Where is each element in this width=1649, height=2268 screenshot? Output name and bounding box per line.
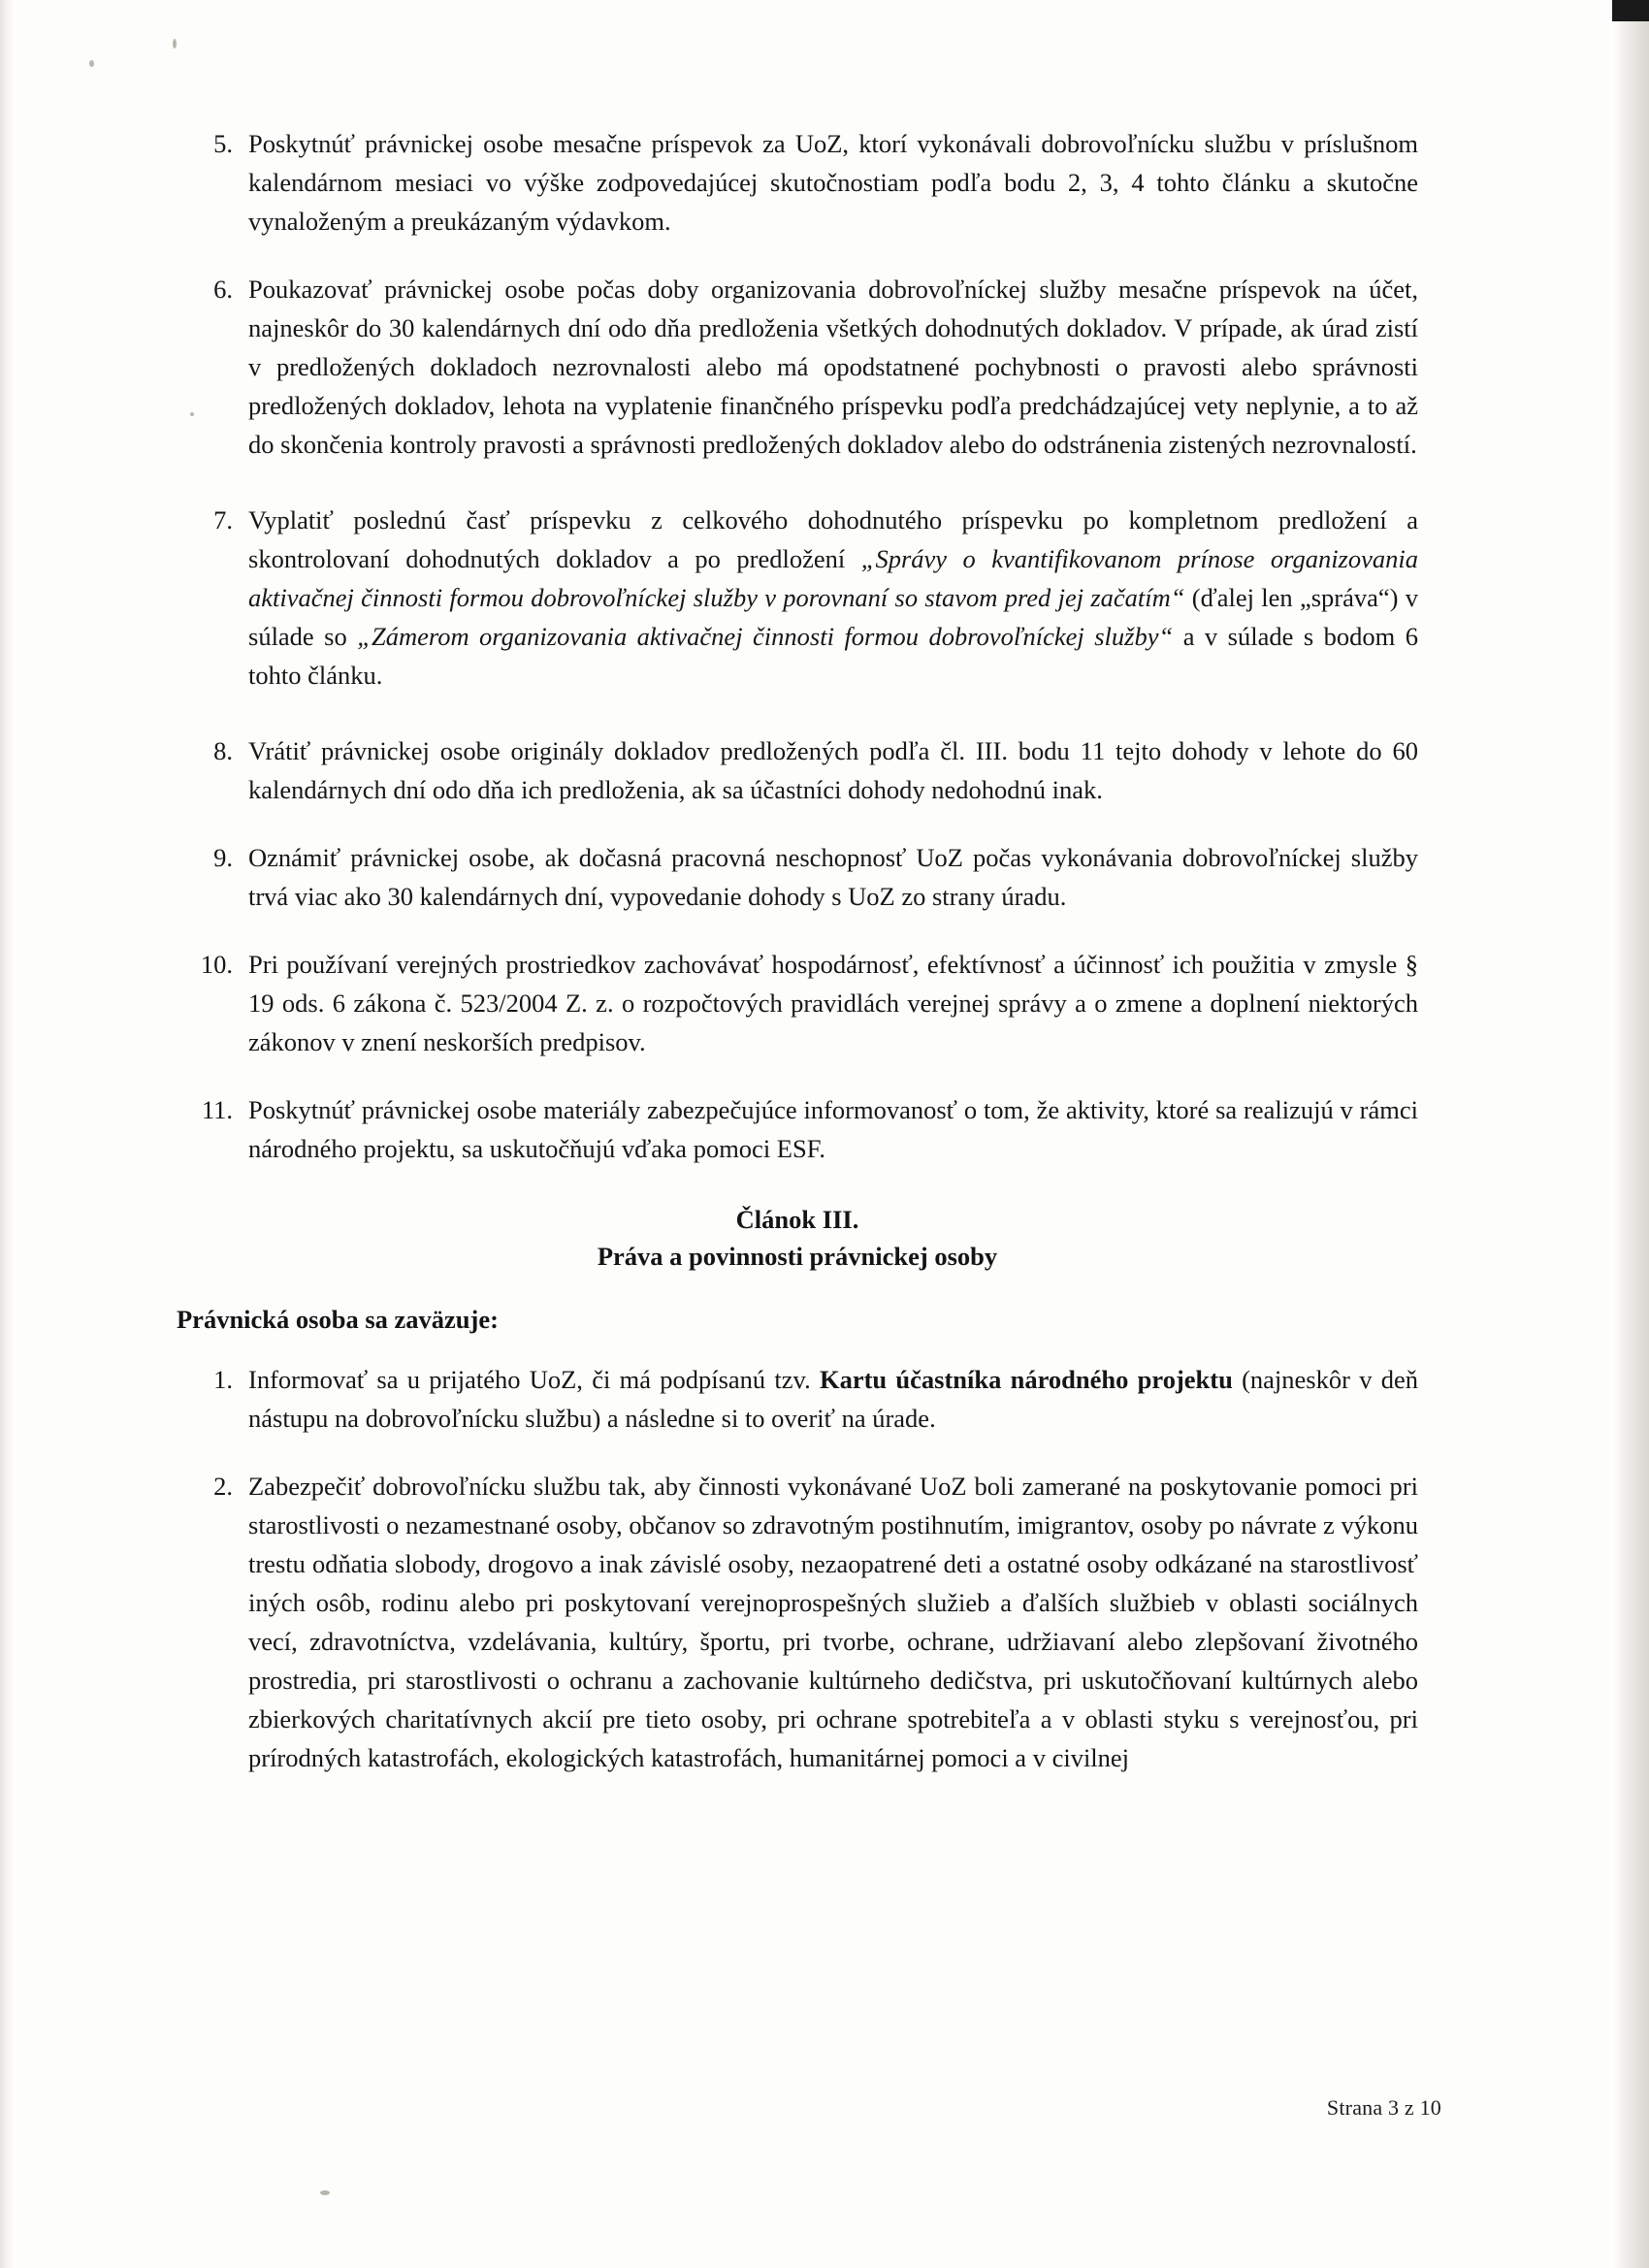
scan-edge-right [1612, 0, 1649, 2268]
list-item-number: 10. [200, 950, 233, 979]
scan-speck [89, 60, 94, 67]
list-item-7 [177, 501, 1418, 695]
list-item-text [248, 1360, 1418, 1438]
item7-part3: a v súlade s bodom 6 tohto článku. [248, 622, 1418, 690]
scan-edge-top-marker [1612, 0, 1649, 21]
list-item [177, 838, 1418, 916]
item7-part2: (ďalej len „správa“) v súlade so [248, 583, 1418, 651]
list-item-number: 11. [201, 1095, 233, 1124]
list-item-text: Poukazovať právnickej osobe počas doby organizovania dobrovoľníckej služby mesačne príspevok na účet, najneskôr do 30 kalendárnych dní odo dňa predloženia všetkých dohodnutých dokladov. V prípade, ak úrad zistí v predložených dokladoch nezrovnalosti alebo má opodstatnené pochybnosti o pravosti alebo správnosti predložených dokladov, lehota na vyplatenie finančného príspevku podľa predchádzajúcej vety neplynie, a to až do skončenia kontroly pravosti a správnosti predložených dokladov alebo do odstránenia zistených nezrovnalostí. [248, 275, 1418, 459]
list-item-text: Pri používaní verejných prostriedkov zachovávať hospodárnosť, efektívnosť a účinnosť ich použitia v zmysle § 19 ods. 6 zákona č. 523/2004 Z. z. o rozpočtových pravidlách verejnej správy a o zmene a doplnení niektorých zákonov v znení neskorších predpisov. [248, 950, 1418, 1056]
scan-speck [173, 39, 177, 49]
list-item-text: Zabezpečiť dobrovoľnícku službu tak, aby činnosti vykonávané UoZ boli zamerané na poskytovanie pomoci pri starostlivosti o nezamestnané osoby, občanov so zdravotným postihnutím, imigrantov, osoby po návrate z výkonu trestu odňatia slobody, drogovo a inak závislé osoby, nezaopatrené deti a ostatné osoby odkázané na starostlivosť iných osôb, rodinu alebo pri poskytovaní verejnoprospešných služieb a ďalších službieb v oblasti sociálnych vecí, zdravotníctva, vzdelávania, kultúry, športu, pri tvorbe, ochrane, udržiavaní alebo zlepšovaní životného prostredia, pri starostlivosti o ochranu a zachovanie kultúrneho dedičstva, pri uskutočňovaní kultúrnych alebo zbierkových charitatívnych akcií pre tieto osoby, pri ochrane spotrebiteľa a v oblasti styku s verejnosťou, pri prírodných katastrofách, ekologických katastrofách, humanitárnej pomoci a v civilnej [248, 1472, 1418, 1772]
list-item-number: 8. [213, 736, 233, 765]
list-item-text: Poskytnúť právnickej osobe materiály zabezpečujúce informovanosť o tom, že aktivity, ktoré sa realizujú v rámci národného projektu, sa uskutočňujú vďaka pomoci ESF. [248, 1095, 1418, 1163]
article-heading-block [177, 1201, 1418, 1275]
obligations-lead: Právnická osoba sa zaväzuje: [177, 1305, 499, 1334]
obligation1-part2: (najneskôr v deň nástupu na dobrovoľnícku službu) a následne si to overiť na úrade. [248, 1365, 1418, 1433]
list-item-number: 5. [213, 129, 233, 158]
page-footer: Strana 3 z 10 [1326, 2095, 1441, 2120]
obligation-item [177, 1360, 1418, 1438]
scan-edge-left [0, 0, 16, 2268]
list-item-number: 9. [213, 843, 233, 872]
scan-speck [320, 2190, 330, 2195]
list-item [177, 124, 1418, 241]
list-item [177, 731, 1418, 809]
item7-part1: Vyplatiť poslednú časť príspevku z celkového dohodnutého príspevku po kompletnom predložení a skontrolovaní dohodnutých dokladov a po predložení [248, 505, 1418, 573]
list-item-text: Poskytnúť právnickej osobe mesačne príspevok za UoZ, ktorí vykonávali dobrovoľnícku službu v príslušnom kalendárnom mesiaci vo výške zodpovedajúcej skutočnostiam podľa bodu 2, 3, 4 tohto článku a skutočne vynaloženým a preukázaným výdavkom. [248, 129, 1418, 236]
obligation1-part1: Informovať sa u prijatého UoZ, či má podpísanú tzv. [248, 1365, 820, 1394]
article-subtitle: Práva a povinnosti právnickej osoby [597, 1242, 998, 1271]
list-item-number: 6. [213, 275, 233, 304]
list-item-text: Vrátiť právnickej osobe originály dokladov predložených podľa čl. III. bodu 11 tejto dohody v lehote do 60 kalendárnych dní odo dňa ich predloženia, ak sa účastníci dohody nedohodnú inak. [248, 736, 1418, 804]
obligation-item [177, 1467, 1418, 1777]
item7-quote2: „Zámerom organizovania aktivačnej činnosti formou dobrovoľníckej služby“ [357, 622, 1174, 651]
list-item-number: 2. [213, 1472, 233, 1501]
list-item [177, 945, 1418, 1061]
article-title: Článok III. [735, 1205, 859, 1234]
list-item [177, 1090, 1418, 1168]
list-item-text [248, 501, 1418, 695]
list-item-text: Oznámiť právnickej osobe, ak dočasná pracovná neschopnosť UoZ počas vykonávania dobrovoľníckej služby trvá viac ako 30 kalendárnych dní, vypovedanie dohody s UoZ zo strany úradu. [248, 843, 1418, 911]
obligation1-bold: Kartu účastníka národného projektu [819, 1365, 1233, 1394]
document-body [177, 124, 1418, 1806]
item7-quote1: „Správy o kvantifikovanom prínose organizovania aktivačnej činnosti formou dobrovoľníckej služby v porovnaní so stavom pred jej začatím“ [248, 544, 1418, 612]
list-item-number: 1. [213, 1365, 233, 1394]
list-item [177, 270, 1418, 464]
list-item-number: 7. [213, 505, 233, 535]
